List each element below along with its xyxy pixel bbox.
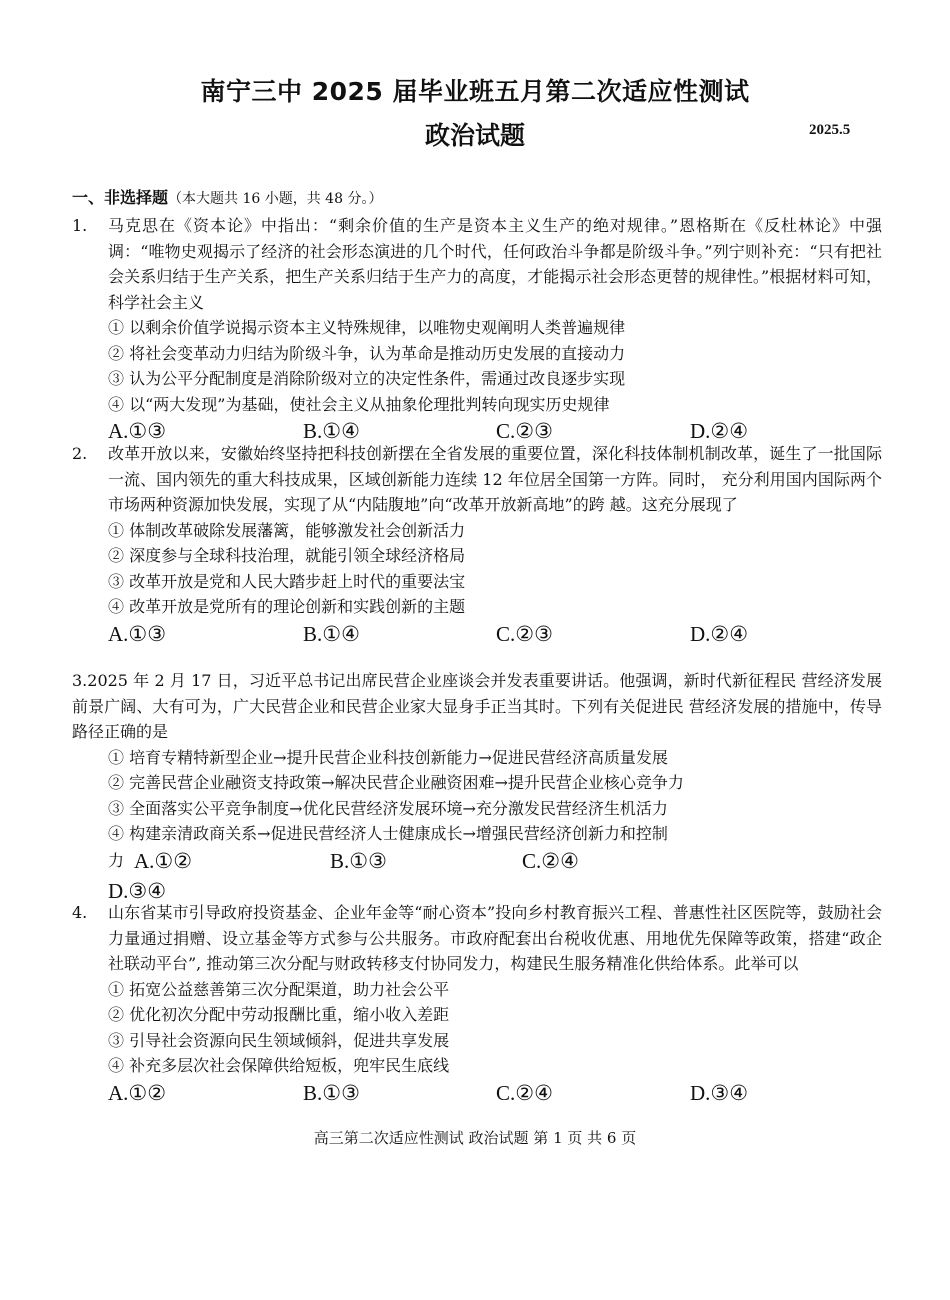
exam-title: 南宁三中 2025 届毕业班五月第二次适应性测试 bbox=[200, 77, 750, 106]
option-item: ① 培育专精特新型企业→提升民营企业科技创新能力→促进民营经济高质量发展 bbox=[108, 747, 668, 767]
option-item: ④ 改革开放是党所有的理论创新和实践创新的主题 bbox=[108, 597, 466, 616]
choice-c: C.②④ bbox=[496, 1080, 553, 1105]
choice-a: A.①③ bbox=[108, 621, 167, 646]
section-heading bbox=[72, 185, 382, 208]
question-stem: 改革开放以来，安徽始终坚持把科技创新摆在全省发展的重要位置，深化科技体制机制改革，诞生了一批国际一流、国内领先的重大科技成果，区域创新能力连续 12 年位居全国第一方阵。同时， 充分利用国内国际两个市场两种资源加快发展，实现了从“内陆腹地”向“改革开放新高地”的跨 越。这充分展现了 bbox=[108, 444, 882, 514]
option-item: ① 以剩余价值学说揭示资本主义特殊规律，以唯物史观阐明人类普遍规律 bbox=[108, 318, 626, 337]
answer-choices bbox=[108, 620, 882, 650]
choice-b: B.①③ bbox=[330, 848, 387, 873]
answer-choices bbox=[108, 847, 882, 877]
choice-b: B.①④ bbox=[303, 621, 360, 646]
option-item: ① 拓宽公益慈善第三次分配渠道，助力社会公平 bbox=[108, 979, 450, 999]
option-item: ④ 构建亲清政商关系→促进民营经济人士健康成长→增强民营经济创新力和控制 bbox=[108, 824, 668, 843]
option-item: ③ 全面落实公平竞争制度→优化民营经济发展环境→充分激发民营经济生机活力 bbox=[108, 798, 668, 818]
choice-b: B.①③ bbox=[303, 1080, 360, 1105]
option-item: ② 将社会变革动力归结为阶级斗争，认为革命是推动历史发展的直接动力 bbox=[108, 343, 626, 363]
choice-d: D.③④ bbox=[690, 1080, 749, 1105]
question-number: 3. bbox=[72, 671, 88, 690]
question-stem: 山东省某市引导政府投资基金、企业年金等“耐心资本”投向乡村教育振兴工程、普惠性社区医院等，鼓励社会力量通过捐赠、设立基金等方式参与公共服务。市政府配套出台税收优惠、用地优先保障等政策，搭建“政企社联动平台”, 推动第三次分配与财政转移支付协同发力，构建民生服务精准化供给体系。此举可以 bbox=[108, 903, 882, 973]
choice-a: A.①② bbox=[134, 848, 193, 873]
choice-c: C.②④ bbox=[522, 848, 579, 873]
exam-subtitle: 政治试题 bbox=[424, 121, 525, 150]
option-item: ② 深度参与全球科技治理，就能引领全球经济格局 bbox=[108, 546, 466, 565]
option-item: ① 体制改革破除发展藩篱，能够激发社会创新活力 bbox=[108, 520, 466, 540]
answer-choices bbox=[108, 1079, 882, 1109]
choice-d: D.③④ bbox=[108, 878, 167, 903]
question-stem-text: 2025 年 2 月 17 日，习近平总书记出席民营企业座谈会并发表重要讲话。他强调，新时代新征程民 营经济发展前景广阔、大有可为，广大民营企业和民营企业家大显身手正当其时。下列有关促进民 营经济发展的措施中，传导路径正确的是 bbox=[72, 671, 882, 741]
question-number: 2. bbox=[72, 444, 88, 463]
question-4 bbox=[72, 900, 882, 1109]
question-1 bbox=[72, 213, 882, 447]
question-stem bbox=[72, 668, 882, 745]
option-item: ④ 补充多层次社会保障供给短板，兜牢民生底线 bbox=[108, 1056, 450, 1075]
page-footer: 高三第二次适应性测试 政治试题 第 1 页 共 6 页 bbox=[313, 1129, 637, 1147]
choice-d: D.②④ bbox=[690, 419, 749, 443]
choice-a: A.①③ bbox=[108, 419, 167, 443]
option-4-tail: 力 bbox=[108, 850, 125, 870]
option-item: ② 完善民营企业融资支持政策→解决民营企业融资困难→提升民营企业核心竞争力 bbox=[108, 773, 684, 792]
question-stem: 马克思在《资本论》中指出：“剩余价值的生产是资本主义生产的绝对规律。”恩格斯在《反杜林论》中强调：“唯物史观揭示了经济的社会形态演进的几个时代，任何政治斗争都是阶级斗争。”列宁则补充：“只有把社会关系归结于生产关系，把生产关系归结于生产力的高度，才能揭示社会形态更替的规律性。”根据材料可知，科学社会主义 bbox=[108, 216, 882, 312]
exam-date: 2025.5 bbox=[809, 122, 851, 138]
option-item: ③ 认为公平分配制度是消除阶级对立的决定性条件，需通过改良逐步实现 bbox=[108, 369, 626, 388]
choice-c: C.②③ bbox=[496, 621, 553, 646]
question-number: 4. bbox=[72, 903, 88, 922]
choice-b: B.①④ bbox=[303, 419, 360, 443]
question-number: 1. bbox=[72, 216, 88, 235]
option-item: ③ 改革开放是党和人民大踏步赶上时代的重要法宝 bbox=[108, 571, 466, 591]
choice-c: C.②③ bbox=[496, 419, 553, 443]
section-title: 一、非选择题 bbox=[72, 188, 169, 207]
choice-a: A.①② bbox=[108, 1080, 167, 1105]
option-item: ④ 以“两大发现”为基础，使社会主义从抽象伦理批判转向现实历史规律 bbox=[108, 394, 610, 414]
question-2 bbox=[72, 441, 882, 650]
option-item: ② 优化初次分配中劳动报酬比重，缩小收入差距 bbox=[108, 1005, 450, 1024]
option-item: ③ 引导社会资源向民生领域倾斜，促进共享发展 bbox=[108, 1030, 450, 1050]
section-note: （本大题共 16 小题，共 48 分。） bbox=[168, 191, 383, 207]
question-3 bbox=[72, 668, 882, 907]
choice-d: D.②④ bbox=[690, 621, 749, 646]
